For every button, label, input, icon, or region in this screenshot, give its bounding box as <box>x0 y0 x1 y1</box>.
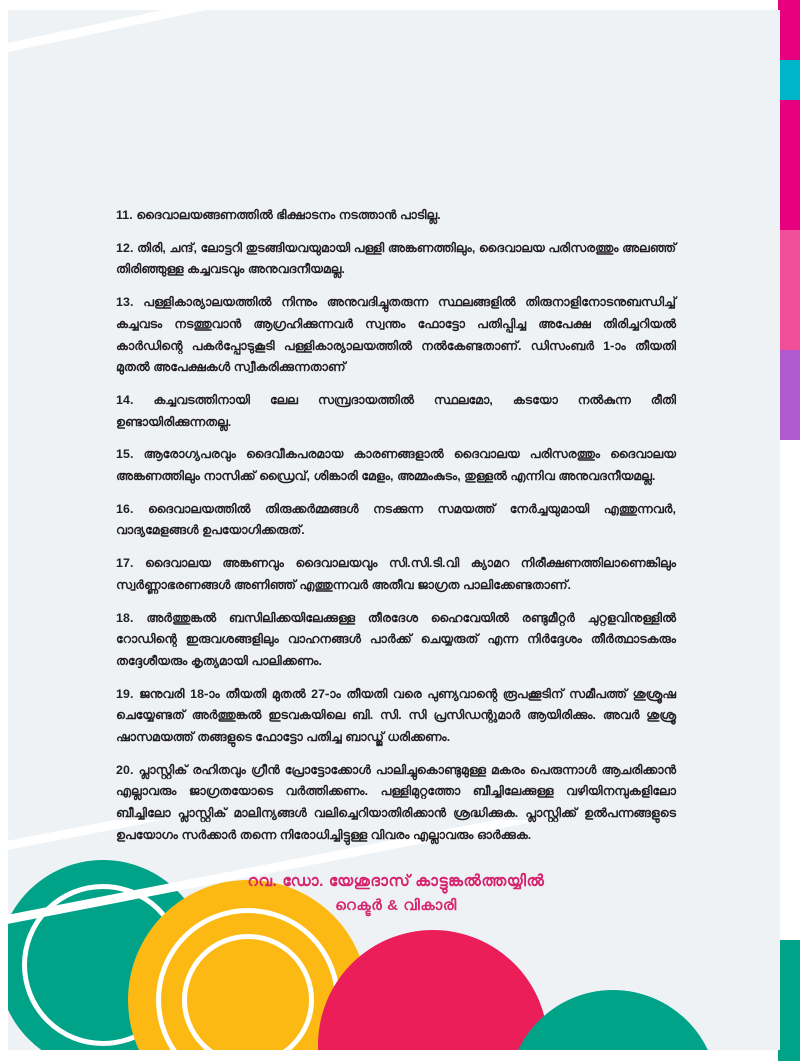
paragraph-12: 12. തിരി, ചന്ദ്, ലോട്ടറി തുടങ്ങിയവയുമായി പള്ളി അങ്കണത്തിലും, ദൈവാലയ പരിസരത്തും അലഞ്ഞ് തിരിഞ്ഞുള്ള കച്ചവടവും അനുവദനീയമല്ല. <box>116 240 676 277</box>
paragraph-15: 15. ആരോഗ്യപരവും ദൈവീകപരമായ കാരണങ്ങളാൽ ദൈവാലയ പരിസരത്തും ദൈവാലയ അങ്കണത്തിലും നാസിക്ക് ഡ്രൈവ്, ശിങ്കാരി മേളം, അമ്മംകുടം, തുള്ളൽ എന്നിവ അനുവദനീയമല്ല. <box>116 447 676 484</box>
paper-sheet <box>8 10 780 1050</box>
edge-segment-violet <box>778 350 800 440</box>
edge-segment-white <box>778 440 800 940</box>
signature-role: റെക്ടർ & വികാരി <box>335 896 457 914</box>
paragraph-16: 16. ദൈവാലയത്തിൽ തിരുക്കർമ്മങ്ങൾ നടക്കുന്ന സമയത്ത് നേർച്ചയുമായി എത്തുന്നവർ, വാദ്യമേളങ്ങൾ ഉപയോഗിക്കരുത്. <box>116 501 676 538</box>
paragraph-13: 13. പള്ളികാര്യാലയത്തിൽ നിന്നും അനുവദിച്ചുതരുന്ന സ്ഥലങ്ങളിൽ തിരുനാളിനോടനുബന്ധിച്ച് കച്ചവടം നടത്തുവാൻ ആഗ്രഹിക്കുന്നവർ സ്വന്തം ഫോട്ടോ പതിപ്പിച്ച അപേക്ഷ തിരിച്ചറിയൽ കാർഡിന്റെ പകർപ്പോടുകൂടി പള്ളികാര്യാലയത്തിൽ നൽകേണ്ടതാണ്. ഡിസംബർ 1-ാം തീയതി മുതൽ അപേക്ഷകൾ സ്വീകരിക്കുന്നതാണ് <box>116 295 676 375</box>
edge-segment-pink <box>778 230 800 350</box>
paragraph-19: 19. ജനുവരി 18-ാം തീയതി മുതൽ 27-ാം തീയതി വരെ പുണ്യവാന്റെ രൂപക്കൂടിന് സമീപത്ത് ശുശ്രൂഷ ചെയ്യേണ്ടത് അർത്തുങ്കൽ ഇടവകയിലെ ബി. സി. സി പ്രസിഡന്റുമാർ ആയിരിക്കും. അവർ ശുശ്രൂ ഷാസമയത്ത് തങ്ങളുടെ ഫോട്ടോ പതിച്ച ബാഡ്ജ് ധരിക്കണം. <box>116 686 676 745</box>
paragraph-18: 18. അർത്തുങ്കൽ ബസിലിക്കയിലേക്കുള്ള തീരദേശ ഹൈവേയിൽ രണ്ടുമീറ്റർ ചുറ്റളവിനുള്ളിൽ റോഡിന്റെ ഇരുവശങ്ങളിലും വാഹനങ്ങൾ പാർക്ക് ചെയ്യരുത് എന്ന നിർദ്ദേശം തീർത്ഥാടകരും തദ്ദേശീയരും കൃത്യമായി പാലിക്കണം. <box>116 610 676 668</box>
edge-segment-magenta <box>778 0 800 230</box>
paragraph-17: 17. ദൈവാലയ അങ്കണവും ദൈവാലയവും സി.സി.ടി.വി ക്യാമറ നിരീക്ഷണത്തിലാണെങ്കിലും സ്വർണ്ണാഭരണങ്ങൾ അണിഞ്ഞ് എത്തുന്നവർ അതീവ ജാഗ്രത പാലിക്കേണ്ടതാണ്. <box>116 556 676 592</box>
top-decoration <box>8 10 780 220</box>
signature-block <box>116 873 676 914</box>
edge-segment-teal <box>778 940 800 1061</box>
teal-disc-bottom-right <box>508 990 718 1050</box>
paragraph-20: 20. പ്ലാസ്റ്റിക് രഹിതവും ഗ്രീൻ പ്രോട്ടോക്കോൾ പാലിച്ചുകൊണ്ടുമുള്ള മകരം പെരുന്നാൾ ആചരിക്കാൻ എല്ലാവരും ജാഗ്രതയോടെ വർത്തിക്കണം. പള്ളിമുറ്റത്തോ ബീച്ചിലേക്കുള്ള വഴിയിനമ്പുകളിലോ ബീച്ചിലോ പ്ലാസ്റ്റിക് മാലിന്യങ്ങൾ വലിച്ചെറിയാതിരിക്കാൻ ശ്രദ്ധിക്കുക. പ്ലാസ്റ്റിക്ക് ഉൽപന്നങ്ങളുടെ ഉപയോഗം സർക്കാർ തന്നെ നിരോധിച്ചിട്ടുള്ള വിവരം എല്ലാവരും ഓർക്കുക. <box>116 762 676 842</box>
paragraph-14: 14. കച്ചവടത്തിനായി ലേല സമ്പ്രദായത്തിൽ സ്ഥലമോ, കടയോ നൽകുന്ന രീതി ഉണ്ടായിരിക്കുന്നതല്ല. <box>116 392 676 429</box>
paragraph-11: 11. ദൈവാലയങ്ങണത്തിൽ ഭിക്ഷാടനം നടത്താൻ പാടില്ല. <box>116 208 441 222</box>
page-edge-strip <box>778 0 800 1061</box>
edge-segment-cyan <box>778 60 800 100</box>
signature-name: റവ. ഡോ. യേശുദാസ് കാട്ടുങ്കൽത്തയ്യിൽ <box>247 872 545 890</box>
document-body <box>116 205 676 914</box>
top-diagonal-slice <box>8 10 780 220</box>
